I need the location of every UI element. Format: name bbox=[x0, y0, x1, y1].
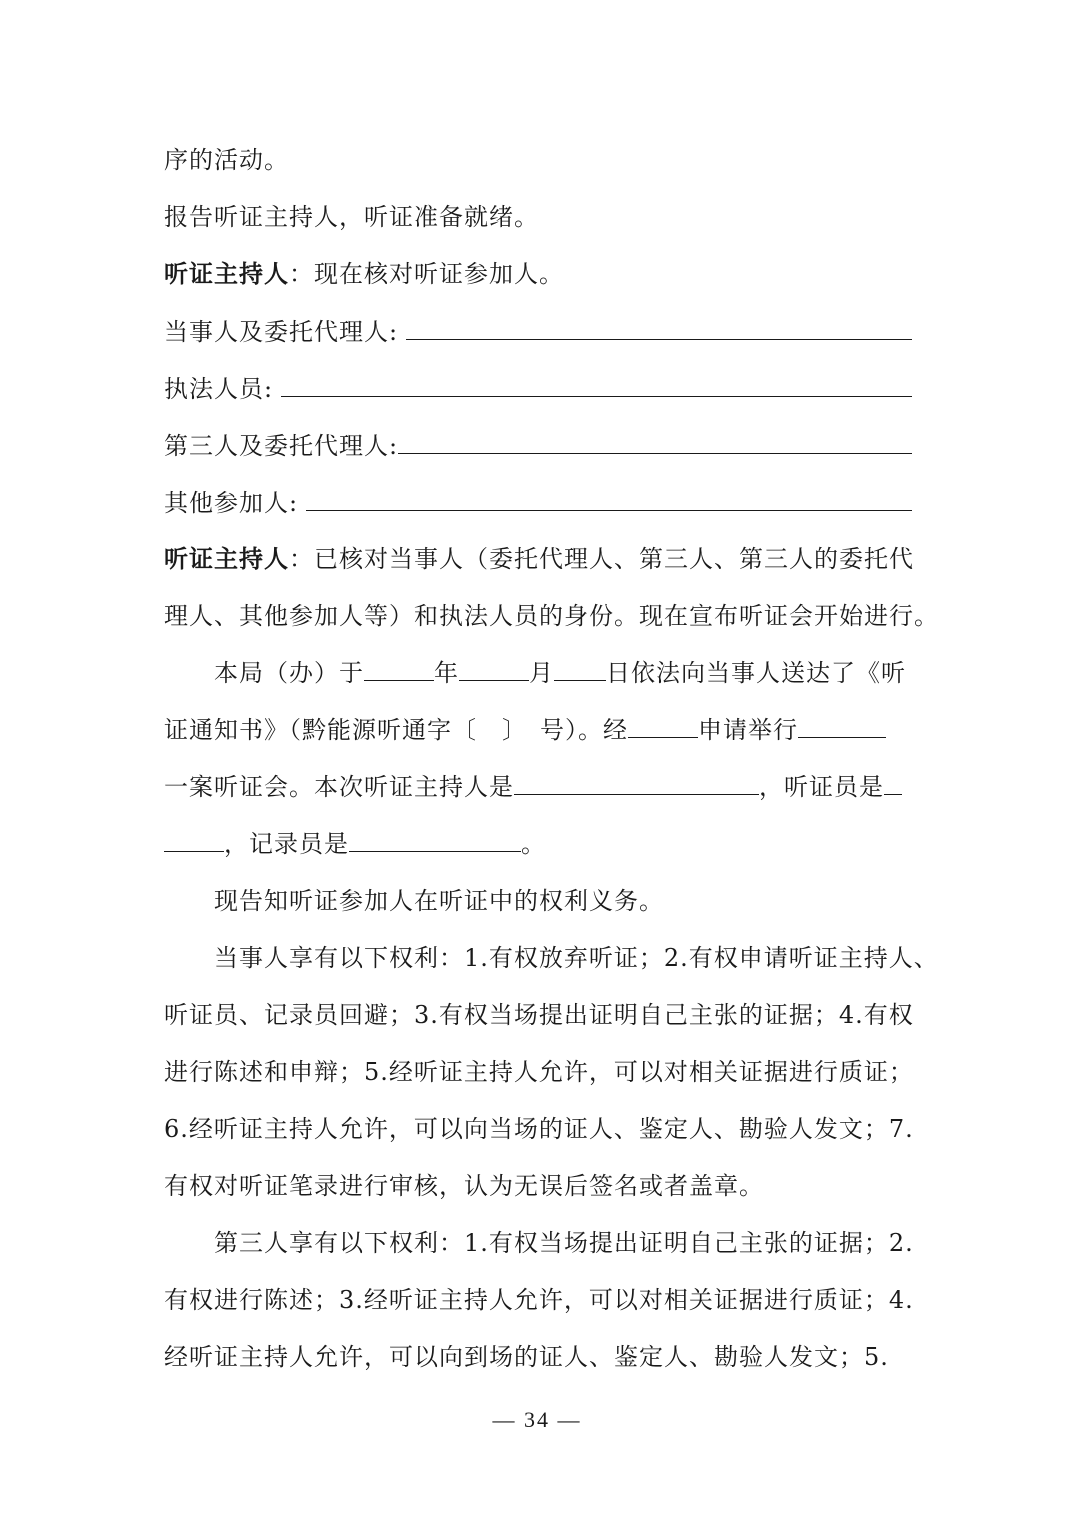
blank-presiding-officer bbox=[514, 764, 759, 795]
blank-fill-line bbox=[398, 417, 912, 454]
field-label: 第三人及委托代理人: bbox=[164, 432, 399, 460]
blank-year bbox=[364, 650, 434, 681]
field-label: 其他参加人: bbox=[164, 489, 299, 517]
field-parties bbox=[164, 303, 912, 360]
blank-recorder bbox=[349, 821, 521, 852]
text-line bbox=[164, 987, 912, 1044]
text-line bbox=[164, 1272, 912, 1329]
blank-hearing-officer bbox=[164, 821, 224, 852]
text: ，记录员是 bbox=[224, 830, 349, 858]
text-line bbox=[164, 132, 912, 189]
text-line bbox=[164, 189, 912, 246]
text-line bbox=[164, 702, 912, 759]
text: 。 bbox=[521, 830, 546, 858]
page-number: — 34 — bbox=[492, 1407, 582, 1432]
speaker-label: 听证主持人 bbox=[164, 545, 289, 573]
blank-fill-line bbox=[281, 360, 912, 397]
text: 本局（办）于 bbox=[214, 659, 364, 687]
text: 6.经听证主持人允许，可以向当场的证人、鉴定人、勘验人发文；7. bbox=[164, 1115, 914, 1143]
blank-hearing-officer-start bbox=[884, 764, 902, 795]
text: 日依法向当事人送达了《听 bbox=[606, 659, 906, 687]
text-line bbox=[164, 759, 912, 816]
text: 经听证主持人允许，可以向到场的证人、鉴定人、勘验人发文；5. bbox=[164, 1343, 889, 1371]
text: ：已核对当事人（委托代理人、第三人、第三人的委托代 bbox=[289, 545, 914, 573]
text-line bbox=[164, 816, 912, 873]
text-line bbox=[164, 1101, 912, 1158]
field-label: 当事人及委托代理人: bbox=[164, 318, 399, 346]
blank-fill-line bbox=[306, 474, 912, 511]
text: 序的活动。 bbox=[164, 146, 289, 174]
text: ，听证员是 bbox=[759, 773, 884, 801]
text: 理人、其他参加人等）和执法人员的身份。现在宣布听证会开始进行。 bbox=[164, 602, 939, 630]
text: 一案听证会。本次听证主持人是 bbox=[164, 773, 514, 801]
text: 月 bbox=[529, 659, 554, 687]
field-officers bbox=[164, 360, 912, 417]
blank-month bbox=[459, 650, 529, 681]
speaker-label: 听证主持人 bbox=[164, 260, 289, 288]
text-line bbox=[164, 1329, 912, 1386]
text-line bbox=[164, 645, 912, 702]
text-line bbox=[164, 588, 939, 645]
text: 有权对听证笔录进行审核，认为无误后签名或者盖章。 bbox=[164, 1172, 764, 1200]
text: ：现在核对听证参加人。 bbox=[289, 260, 564, 288]
text: 申请举行 bbox=[698, 716, 798, 744]
document-body bbox=[164, 132, 939, 1386]
text: 证通知书》（黔能源听通字〔 〕 号）。经 bbox=[164, 716, 628, 744]
text: 第三人享有以下权利：1.有权当场提出证明自己主张的证据；2. bbox=[214, 1229, 914, 1257]
text: 现告知听证参加人在听证中的权利义务。 bbox=[214, 887, 664, 915]
text-line bbox=[164, 1215, 912, 1272]
text-line bbox=[164, 1158, 912, 1215]
text-line bbox=[164, 873, 912, 930]
field-other-participants bbox=[164, 474, 912, 531]
blank-day bbox=[554, 650, 606, 681]
text-line bbox=[164, 1044, 912, 1101]
blank-fill-line bbox=[406, 303, 912, 340]
blank-case bbox=[798, 707, 886, 738]
text: 当事人享有以下权利：1.有权放弃听证；2.有权申请听证主持人、 bbox=[214, 944, 939, 972]
text: 年 bbox=[434, 659, 459, 687]
field-label: 执法人员: bbox=[164, 375, 274, 403]
text: 进行陈述和申辩；5.经听证主持人允许，可以对相关证据进行质证； bbox=[164, 1058, 914, 1086]
text: 报告听证主持人，听证准备就绪。 bbox=[164, 203, 539, 231]
text: 听证员、记录员回避；3.有权当场提出证明自己主张的证据；4.有权 bbox=[164, 1001, 914, 1029]
text: 有权进行陈述；3.经听证主持人允许，可以对相关证据进行质证；4. bbox=[164, 1286, 914, 1314]
text-line bbox=[164, 930, 939, 987]
field-third-party bbox=[164, 417, 912, 474]
text-line bbox=[164, 246, 912, 303]
blank-applicant bbox=[628, 707, 698, 738]
text-line bbox=[164, 531, 912, 588]
